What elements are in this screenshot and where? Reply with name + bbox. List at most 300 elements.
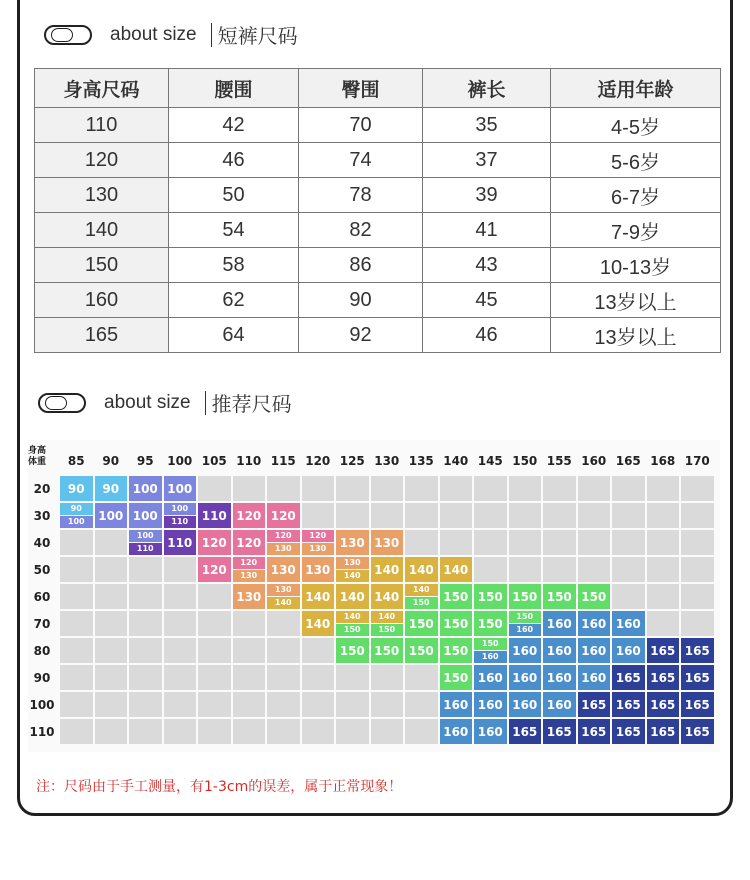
grid-size-value: 140 [339, 589, 365, 604]
table-cell: 160 [35, 283, 169, 318]
grid-size-cell [509, 584, 542, 609]
grid-size-value: 120 [201, 535, 227, 550]
grid-empty-cell [164, 665, 197, 690]
recommend-size-grid [28, 440, 720, 752]
grid-size-value: 165 [650, 697, 676, 712]
grid-empty-cell [474, 503, 507, 528]
grid-empty-cell [543, 557, 576, 582]
grid-size-cell [543, 638, 576, 663]
grid-empty-cell [578, 476, 611, 501]
grid-size-value: 140 [305, 616, 331, 631]
grid-size-cell-split [267, 530, 300, 555]
grid-size-cell [336, 638, 369, 663]
grid-size-lower: 130 [336, 557, 369, 570]
grid-size-value: 160 [512, 697, 538, 712]
grid-size-cell [647, 719, 680, 744]
grid-weight-header: 100 [29, 698, 55, 712]
grid-size-cell [440, 665, 473, 690]
grid-size-cell [440, 557, 473, 582]
grid-size-cell [95, 476, 128, 501]
size-table-header: 身高尺码 [35, 69, 169, 108]
grid-empty-cell [95, 719, 128, 744]
grid-size-cell [440, 719, 473, 744]
grid-size-cell [371, 530, 404, 555]
table-cell: 6-7岁 [551, 178, 721, 213]
table-cell: 54 [169, 213, 299, 248]
table-cell: 82 [299, 213, 423, 248]
table-cell: 10-13岁 [551, 248, 721, 283]
grid-empty-cell [612, 584, 645, 609]
grid-empty-cell [543, 530, 576, 555]
grid-size-cell [578, 584, 611, 609]
grid-size-cell [336, 584, 369, 609]
grid-weight-header: 30 [33, 509, 51, 523]
grid-height-header: 165 [615, 454, 641, 468]
section-en-label: about size [104, 391, 191, 413]
table-cell: 7-9岁 [551, 213, 721, 248]
grid-size-cell [440, 584, 473, 609]
grid-size-cell [612, 692, 645, 717]
grid-size-value: 165 [615, 697, 641, 712]
grid-size-value: 165 [650, 724, 676, 739]
grid-size-value: 140 [374, 589, 400, 604]
grid-empty-cell [164, 638, 197, 663]
grid-height-header: 150 [512, 454, 538, 468]
grid-empty-cell [302, 638, 335, 663]
grid-size-cell [474, 692, 507, 717]
grid-empty-cell [267, 611, 300, 636]
grid-empty-cell [647, 584, 680, 609]
grid-empty-cell [336, 692, 369, 717]
grid-empty-cell [474, 557, 507, 582]
grid-size-upper: 110 [164, 516, 197, 528]
grid-empty-cell [302, 719, 335, 744]
grid-empty-cell [198, 638, 231, 663]
grid-size-value: 150 [443, 643, 469, 658]
grid-size-upper: 150 [336, 624, 369, 636]
grid-weight-header: 20 [33, 482, 51, 496]
divider [211, 23, 212, 47]
grid-empty-cell [371, 476, 404, 501]
grid-height-header: 168 [650, 454, 676, 468]
grid-size-value: 130 [236, 589, 262, 604]
grid-size-cell [612, 719, 645, 744]
grid-empty-cell [647, 611, 680, 636]
grid-size-value: 150 [374, 643, 400, 658]
table-row [35, 213, 721, 248]
grid-empty-cell [371, 719, 404, 744]
grid-size-upper: 140 [336, 570, 369, 582]
grid-height-header: 130 [374, 454, 400, 468]
grid-size-cell [509, 638, 542, 663]
grid-empty-cell [509, 503, 542, 528]
grid-empty-cell [647, 476, 680, 501]
grid-size-cell-split [474, 638, 507, 663]
grid-size-cell [267, 503, 300, 528]
grid-empty-cell [612, 557, 645, 582]
grid-empty-cell [198, 692, 231, 717]
grid-empty-cell [578, 557, 611, 582]
grid-size-cell-split [233, 557, 266, 582]
grid-size-lower: 120 [233, 557, 266, 570]
grid-empty-cell [95, 530, 128, 555]
table-cell: 150 [35, 248, 169, 283]
grid-size-cell [233, 530, 266, 555]
grid-empty-cell [681, 530, 714, 555]
table-cell: 86 [299, 248, 423, 283]
grid-size-cell [681, 692, 714, 717]
grid-size-value: 150 [339, 643, 365, 658]
grid-size-upper: 130 [233, 570, 266, 582]
grid-size-value: 140 [374, 562, 400, 577]
grid-size-cell-split [336, 611, 369, 636]
grid-size-value: 130 [270, 562, 296, 577]
grid-size-value: 165 [581, 697, 607, 712]
grid-size-value: 150 [443, 616, 469, 631]
grid-empty-cell [405, 665, 438, 690]
grid-size-value: 160 [477, 724, 503, 739]
grid-empty-cell [336, 719, 369, 744]
grid-empty-cell [578, 503, 611, 528]
grid-size-upper: 150 [405, 597, 438, 609]
grid-weight-header: 80 [33, 644, 51, 658]
grid-empty-cell [60, 692, 93, 717]
grid-empty-cell [302, 503, 335, 528]
grid-empty-cell [95, 557, 128, 582]
grid-height-header: 155 [546, 454, 572, 468]
grid-empty-cell [164, 692, 197, 717]
grid-size-cell [578, 719, 611, 744]
grid-size-cell [405, 638, 438, 663]
grid-size-upper: 130 [267, 543, 300, 555]
grid-empty-cell [198, 719, 231, 744]
grid-size-cell [543, 584, 576, 609]
grid-size-value: 160 [546, 697, 572, 712]
grid-size-lower: 120 [267, 530, 300, 543]
size-table [34, 68, 721, 353]
grid-size-value: 165 [581, 724, 607, 739]
grid-size-lower: 150 [474, 638, 507, 651]
grid-size-upper: 160 [474, 651, 507, 663]
grid-size-cell [371, 638, 404, 663]
section-cn-label: 推荐尺码 [211, 392, 292, 416]
grid-size-cell [198, 557, 231, 582]
grid-empty-cell [198, 584, 231, 609]
table-cell: 90 [299, 283, 423, 318]
grid-empty-cell [60, 638, 93, 663]
grid-size-lower: 100 [129, 530, 162, 543]
grid-size-cell [543, 611, 576, 636]
grid-size-value: 90 [67, 481, 85, 496]
grid-empty-cell [681, 611, 714, 636]
grid-size-cell [164, 530, 197, 555]
grid-size-value: 150 [512, 589, 538, 604]
grid-empty-cell [267, 719, 300, 744]
grid-empty-cell [233, 638, 266, 663]
grid-size-value: 160 [477, 670, 503, 685]
table-cell: 140 [35, 213, 169, 248]
grid-size-value: 160 [443, 724, 469, 739]
grid-size-value: 165 [684, 697, 710, 712]
grid-empty-cell [612, 503, 645, 528]
table-row [35, 318, 721, 353]
grid-size-cell [578, 665, 611, 690]
grid-empty-cell [681, 557, 714, 582]
grid-empty-cell [405, 530, 438, 555]
grid-empty-cell [509, 557, 542, 582]
grid-size-cell [681, 638, 714, 663]
grid-empty-cell [198, 611, 231, 636]
grid-size-cell-split [509, 611, 542, 636]
grid-size-cell [578, 638, 611, 663]
grid-empty-cell [302, 692, 335, 717]
table-cell: 64 [169, 318, 299, 353]
grid-size-lower: 90 [60, 503, 93, 516]
grid-size-value: 100 [132, 508, 158, 523]
grid-size-cell [371, 557, 404, 582]
grid-size-cell-split [164, 503, 197, 528]
table-cell: 50 [169, 178, 299, 213]
grid-empty-cell [509, 530, 542, 555]
grid-height-header: 125 [339, 454, 365, 468]
grid-size-cell [612, 638, 645, 663]
grid-size-value: 165 [684, 670, 710, 685]
grid-size-cell [509, 692, 542, 717]
grid-size-value: 150 [477, 589, 503, 604]
grid-size-value: 120 [201, 562, 227, 577]
grid-size-cell [509, 665, 542, 690]
grid-size-cell [440, 611, 473, 636]
grid-empty-cell [440, 503, 473, 528]
grid-empty-cell [647, 530, 680, 555]
corner-height-label: 身高 [28, 446, 47, 456]
size-table-header: 适用年龄 [551, 69, 721, 108]
table-row [35, 248, 721, 283]
grid-size-value: 160 [546, 670, 572, 685]
grid-empty-cell [440, 476, 473, 501]
grid-size-value: 160 [443, 697, 469, 712]
grid-empty-cell [60, 584, 93, 609]
table-cell: 39 [423, 178, 551, 213]
table-cell: 13岁以上 [551, 318, 721, 353]
grid-size-cell [647, 692, 680, 717]
grid-empty-cell [95, 692, 128, 717]
table-row [35, 108, 721, 143]
section-en-label: about size [110, 23, 197, 45]
grid-empty-cell [405, 503, 438, 528]
grid-height-header: 90 [102, 454, 120, 468]
grid-height-header: 145 [477, 454, 503, 468]
grid-empty-cell [233, 719, 266, 744]
grid-empty-cell [129, 692, 162, 717]
grid-size-value: 110 [201, 508, 227, 523]
grid-size-value: 165 [615, 724, 641, 739]
grid-empty-cell [405, 692, 438, 717]
grid-size-upper: 150 [371, 624, 404, 636]
grid-size-cell [405, 557, 438, 582]
grid-empty-cell [474, 476, 507, 501]
grid-empty-cell [95, 611, 128, 636]
table-cell: 46 [169, 143, 299, 178]
grid-size-cell [336, 530, 369, 555]
grid-size-value: 120 [236, 535, 262, 550]
grid-size-cell [233, 584, 266, 609]
grid-size-cell [543, 719, 576, 744]
grid-empty-cell [164, 611, 197, 636]
grid-size-value: 160 [512, 670, 538, 685]
grid-empty-cell [129, 665, 162, 690]
grid-empty-cell [198, 665, 231, 690]
grid-size-cell [474, 719, 507, 744]
grid-empty-cell [681, 503, 714, 528]
grid-size-cell [302, 584, 335, 609]
grid-empty-cell [233, 665, 266, 690]
table-cell: 165 [35, 318, 169, 353]
toggle-icon [44, 25, 92, 45]
grid-size-cell [302, 557, 335, 582]
table-cell: 41 [423, 213, 551, 248]
grid-height-header: 160 [581, 454, 607, 468]
grid-size-lower: 140 [371, 611, 404, 624]
table-cell: 62 [169, 283, 299, 318]
grid-empty-cell [60, 530, 93, 555]
grid-size-cell-split [60, 503, 93, 528]
grid-size-value: 160 [512, 643, 538, 658]
grid-height-header: 110 [236, 454, 262, 468]
table-row [35, 178, 721, 213]
grid-empty-cell [267, 476, 300, 501]
grid-size-cell [302, 611, 335, 636]
grid-size-cell [95, 503, 128, 528]
grid-height-header: 105 [201, 454, 227, 468]
grid-size-value: 165 [512, 724, 538, 739]
grid-empty-cell [302, 476, 335, 501]
grid-size-cell-split [405, 584, 438, 609]
grid-size-value: 140 [408, 562, 434, 577]
grid-empty-cell [60, 719, 93, 744]
grid-size-cell [543, 692, 576, 717]
table-cell: 110 [35, 108, 169, 143]
table-cell: 74 [299, 143, 423, 178]
table-cell: 43 [423, 248, 551, 283]
grid-size-cell [681, 665, 714, 690]
grid-empty-cell [129, 719, 162, 744]
grid-size-value: 160 [581, 670, 607, 685]
grid-empty-cell [612, 530, 645, 555]
grid-height-header: 170 [684, 454, 710, 468]
grid-empty-cell [60, 557, 93, 582]
grid-size-value: 120 [270, 508, 296, 523]
table-row [35, 283, 721, 318]
grid-height-header: 115 [270, 454, 296, 468]
grid-empty-cell [164, 719, 197, 744]
grid-empty-cell [647, 503, 680, 528]
toggle-icon [38, 393, 86, 413]
grid-empty-cell [198, 476, 231, 501]
grid-empty-cell [543, 503, 576, 528]
grid-size-value: 165 [684, 643, 710, 658]
table-cell: 78 [299, 178, 423, 213]
grid-size-cell [647, 638, 680, 663]
grid-empty-cell [164, 557, 197, 582]
grid-size-lower: 120 [302, 530, 335, 543]
grid-size-value: 160 [581, 643, 607, 658]
grid-size-upper: 140 [267, 597, 300, 609]
table-cell: 37 [423, 143, 551, 178]
grid-weight-header: 40 [33, 536, 51, 550]
grid-size-cell [474, 665, 507, 690]
grid-empty-cell [60, 665, 93, 690]
section-cn-label: 短裤尺码 [217, 24, 298, 48]
grid-size-value: 130 [339, 535, 365, 550]
grid-empty-cell [336, 665, 369, 690]
grid-size-cell [440, 638, 473, 663]
grid-empty-cell [233, 476, 266, 501]
measurement-note: 注：尺码由于手工测量，有1-3cm的误差，属于正常现象！ [36, 779, 403, 795]
grid-size-cell [474, 611, 507, 636]
grid-weight-header: 110 [29, 725, 55, 739]
grid-size-value: 160 [581, 616, 607, 631]
grid-height-header: 120 [305, 454, 331, 468]
grid-size-cell [198, 503, 231, 528]
grid-size-value: 160 [477, 697, 503, 712]
grid-size-lower: 140 [336, 611, 369, 624]
grid-corner [28, 446, 58, 468]
table-cell: 46 [423, 318, 551, 353]
grid-empty-cell [612, 476, 645, 501]
grid-empty-cell [440, 530, 473, 555]
grid-size-cell [509, 719, 542, 744]
grid-size-cell [612, 665, 645, 690]
table-cell: 58 [169, 248, 299, 283]
grid-height-header: 85 [67, 454, 85, 468]
grid-empty-cell [371, 503, 404, 528]
grid-size-cell [267, 557, 300, 582]
grid-empty-cell [164, 584, 197, 609]
grid-empty-cell [371, 665, 404, 690]
grid-weight-header: 60 [33, 590, 51, 604]
grid-size-value: 160 [615, 643, 641, 658]
table-cell: 35 [423, 108, 551, 143]
grid-size-cell [474, 584, 507, 609]
grid-size-value: 110 [167, 535, 193, 550]
grid-height-header: 100 [167, 454, 193, 468]
grid-size-value: 150 [408, 616, 434, 631]
grid-size-value: 100 [167, 481, 193, 496]
grid-size-lower: 150 [509, 611, 542, 624]
grid-size-value: 130 [305, 562, 331, 577]
table-cell: 120 [35, 143, 169, 178]
grid-size-cell [578, 692, 611, 717]
grid-size-lower: 140 [405, 584, 438, 597]
grid-empty-cell [405, 719, 438, 744]
grid-empty-cell [95, 665, 128, 690]
grid-size-value: 140 [443, 562, 469, 577]
grid-size-cell [233, 503, 266, 528]
grid-size-value: 140 [305, 589, 331, 604]
grid-size-upper: 100 [60, 516, 93, 528]
table-cell: 70 [299, 108, 423, 143]
grid-size-cell [647, 665, 680, 690]
grid-weight-header: 90 [33, 671, 51, 685]
grid-size-upper: 130 [302, 543, 335, 555]
table-cell: 92 [299, 318, 423, 353]
grid-size-cell [129, 503, 162, 528]
grid-size-cell [129, 476, 162, 501]
grid-size-value: 160 [546, 643, 572, 658]
table-cell: 13岁以上 [551, 283, 721, 318]
grid-empty-cell [681, 584, 714, 609]
